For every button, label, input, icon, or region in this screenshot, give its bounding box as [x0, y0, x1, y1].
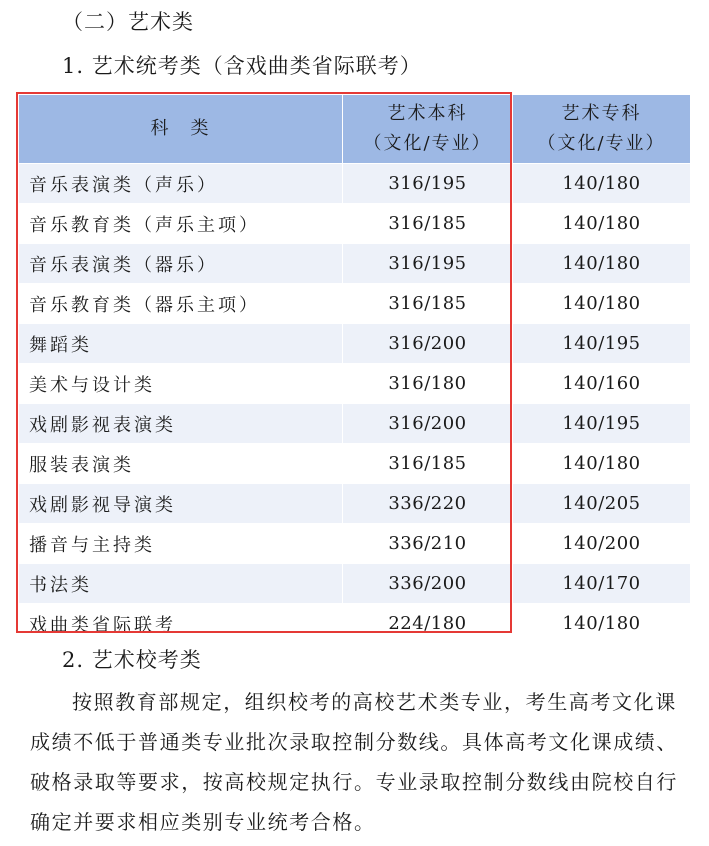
- score-table: [18, 94, 691, 644]
- row-benke-score: 316/195: [343, 164, 513, 204]
- row-zhuanke-score: 140/195: [513, 404, 691, 444]
- row-zhuanke-score: 140/180: [513, 284, 691, 324]
- header-category: 科 类: [19, 95, 343, 164]
- row-benke-score: 316/185: [343, 284, 513, 324]
- table-row: [19, 604, 691, 644]
- table-row: [19, 484, 691, 524]
- table-row: [19, 204, 691, 244]
- row-zhuanke-score: 140/180: [513, 244, 691, 284]
- row-category: 戏剧影视导演类: [19, 484, 343, 524]
- section-heading: （二）艺术类: [62, 10, 194, 34]
- row-zhuanke-score: 140/180: [513, 444, 691, 484]
- row-category: 美术与设计类: [19, 364, 343, 404]
- row-zhuanke-score: 140/180: [513, 164, 691, 204]
- row-benke-score: 316/185: [343, 444, 513, 484]
- row-category: 戏剧影视表演类: [19, 404, 343, 444]
- row-category: 舞蹈类: [19, 324, 343, 364]
- table-row: [19, 164, 691, 204]
- row-category: 音乐教育类（器乐主项）: [19, 284, 343, 324]
- row-category: 音乐教育类（声乐主项）: [19, 204, 343, 244]
- row-category: 播音与主持类: [19, 524, 343, 564]
- row-benke-score: 316/200: [343, 324, 513, 364]
- body-paragraph: 按照教育部规定，组织校考的高校艺术类专业，考生高考文化课成绩不低于普通类专业批次录取控制分数线。具体高考文化课成绩、破格录取等要求，按高校规定执行。专业录取控制分数线由院校自行确定并要求相应类别专业统考合格。: [30, 690, 678, 834]
- row-zhuanke-score: 140/205: [513, 484, 691, 524]
- row-benke-score: 224/180: [343, 604, 513, 644]
- row-zhuanke-score: 140/180: [513, 204, 691, 244]
- row-benke-score: 316/200: [343, 404, 513, 444]
- table-row: [19, 564, 691, 604]
- subsection-heading-2: 2. 艺术校考类: [62, 648, 202, 672]
- table-row: [19, 364, 691, 404]
- score-table-container: [18, 94, 691, 644]
- table-row: [19, 324, 691, 364]
- header-zhuanke-subtitle: （文化/专业）: [537, 133, 666, 154]
- row-category: 服装表演类: [19, 444, 343, 484]
- table-body: [19, 164, 691, 644]
- header-benke-subtitle: （文化/专业）: [363, 133, 492, 154]
- row-zhuanke-score: 140/160: [513, 364, 691, 404]
- row-benke-score: 336/200: [343, 564, 513, 604]
- row-benke-score: 336/210: [343, 524, 513, 564]
- row-zhuanke-score: 140/180: [513, 604, 691, 644]
- row-category: 音乐表演类（器乐）: [19, 244, 343, 284]
- row-category: 书法类: [19, 564, 343, 604]
- table-row: [19, 404, 691, 444]
- header-zhuanke: [513, 95, 691, 164]
- row-zhuanke-score: 140/200: [513, 524, 691, 564]
- header-benke-title: 艺术本科: [387, 103, 468, 124]
- row-zhuanke-score: 140/195: [513, 324, 691, 364]
- row-benke-score: 316/185: [343, 204, 513, 244]
- table-row: [19, 284, 691, 324]
- row-category: 戏曲类省际联考: [19, 604, 343, 644]
- table-header-row: [19, 95, 691, 164]
- row-benke-score: 316/180: [343, 364, 513, 404]
- row-benke-score: 336/220: [343, 484, 513, 524]
- header-benke: [343, 95, 513, 164]
- subsection-heading-1: 1. 艺术统考类（含戏曲类省际联考）: [62, 54, 422, 78]
- table-row: [19, 524, 691, 564]
- row-zhuanke-score: 140/170: [513, 564, 691, 604]
- header-zhuanke-title: 艺术专科: [561, 103, 642, 124]
- row-benke-score: 316/195: [343, 244, 513, 284]
- row-category: 音乐表演类（声乐）: [19, 164, 343, 204]
- table-row: [19, 244, 691, 284]
- table-row: [19, 444, 691, 484]
